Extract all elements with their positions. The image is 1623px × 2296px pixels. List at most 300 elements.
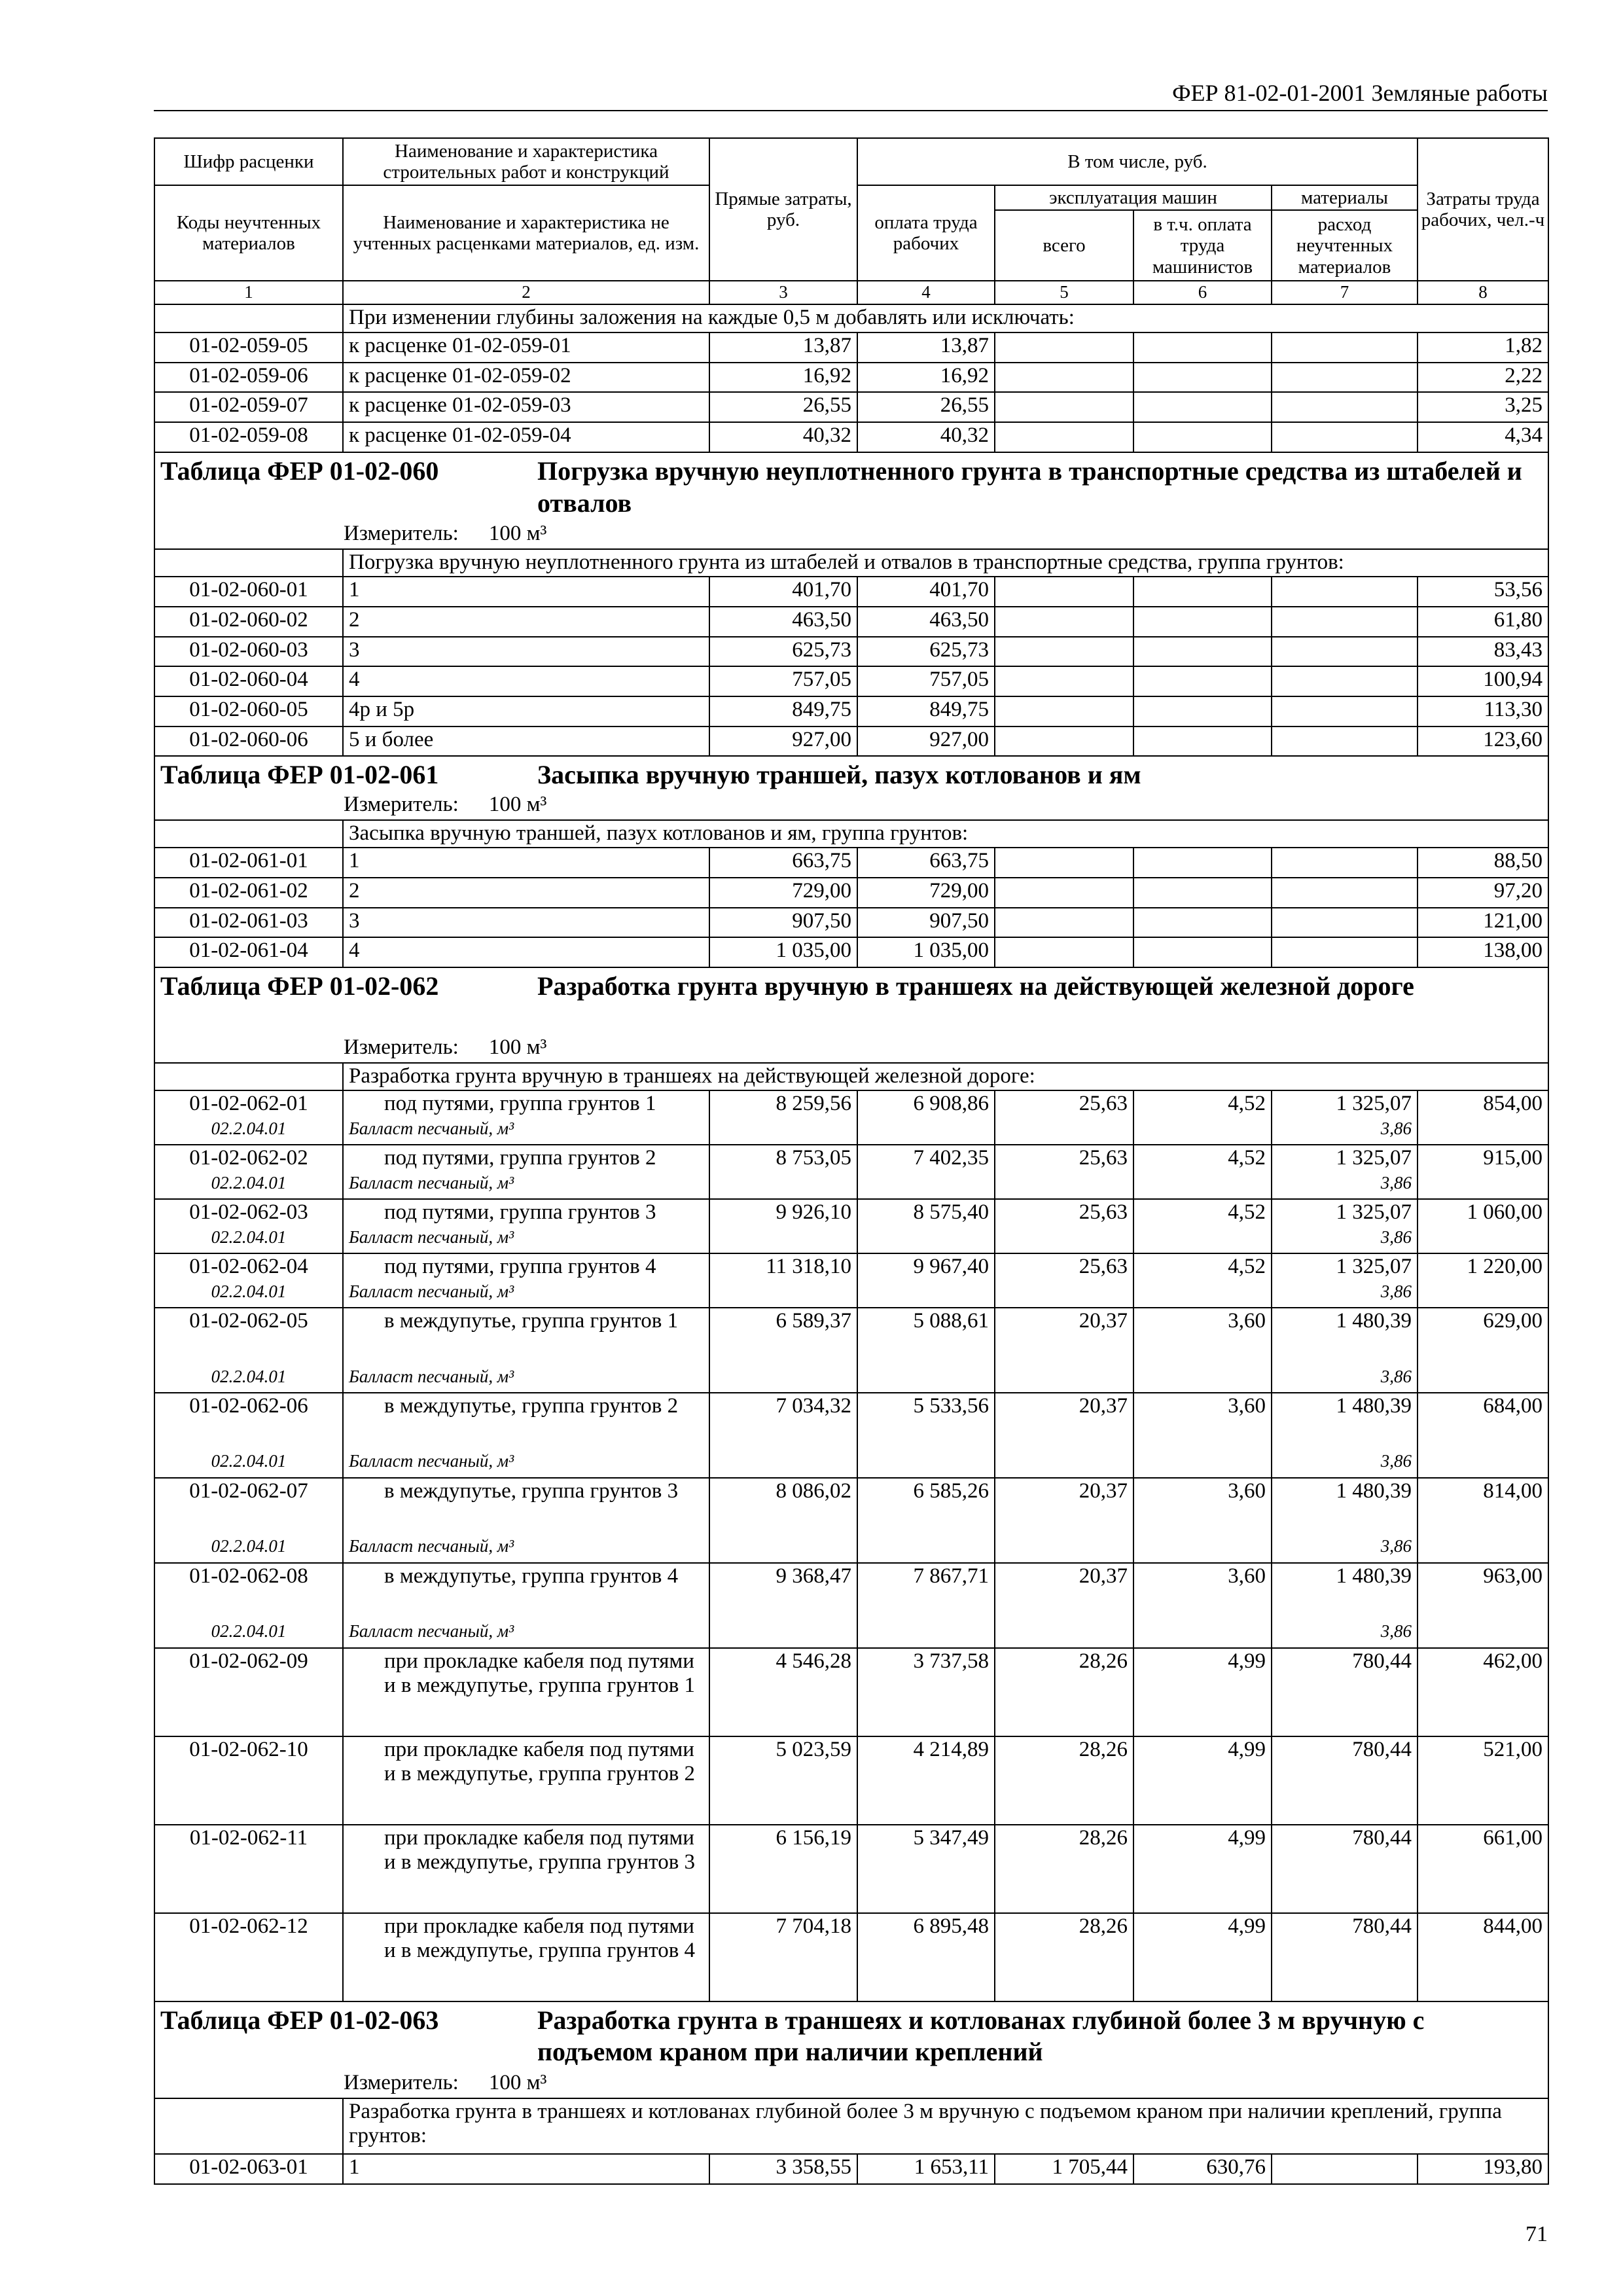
- measure: [154, 522, 1548, 549]
- machines-total: [995, 422, 1133, 452]
- price-row: [154, 1090, 1548, 1118]
- machines-total: 20,37: [995, 1478, 1133, 1563]
- rate-code: 01-02-060-03: [154, 637, 343, 667]
- rate-name: в междупутье, группа грунтов 1: [343, 1308, 709, 1365]
- labor-cost: 854,00: [1418, 1090, 1548, 1145]
- machines-total: 1 705,44: [995, 2154, 1133, 2184]
- material-quantity: 3,86: [1272, 1450, 1418, 1478]
- machines-wages: 4,52: [1133, 1145, 1272, 1199]
- materials: [1272, 2154, 1418, 2184]
- machines-wages: [1133, 607, 1272, 637]
- material-name: Балласт песчаный, м³: [343, 1621, 709, 1648]
- col-machines: эксплуатация машин: [995, 185, 1272, 210]
- rate-name: под путями, группа грунтов 2: [343, 1145, 709, 1172]
- price-row: [154, 726, 1548, 757]
- section-caption: Погрузка вручную неуплотненного грунта из штабелей и отвалов в транспортные средства, группа грунтов:: [343, 549, 1548, 577]
- labor-cost: 684,00: [1418, 1393, 1548, 1478]
- materials: 1 480,39: [1272, 1478, 1418, 1535]
- materials: 1 325,07: [1272, 1253, 1418, 1281]
- table-id: Таблица ФЕР 01-02-063: [160, 2005, 439, 2035]
- wages: 729,00: [857, 878, 995, 908]
- rate-code: 01-02-061-01: [154, 848, 343, 878]
- page-number: 71: [1525, 2222, 1548, 2246]
- table-name: Разработка грунта вручную в траншеях на действующей железной дороге: [537, 971, 1414, 1001]
- col-name-bottom: Наименование и характеристика не учтенных расценками материалов, ед. изм.: [343, 185, 709, 281]
- rate-code: 01-02-062-07: [154, 1478, 343, 1535]
- rate-code: 01-02-062-01: [154, 1090, 343, 1118]
- direct-cost: 907,50: [709, 908, 857, 938]
- machines-total: 28,26: [995, 1648, 1133, 1736]
- column-number: 4: [857, 281, 995, 304]
- machines-total: [995, 392, 1133, 422]
- price-row: [154, 1563, 1548, 1621]
- material-quantity: 3,86: [1272, 1366, 1418, 1393]
- materials: 780,44: [1272, 1648, 1418, 1736]
- machines-wages: 3,60: [1133, 1478, 1272, 1563]
- labor-cost: 2,22: [1418, 363, 1548, 393]
- materials: 780,44: [1272, 1736, 1418, 1825]
- wages: 5 347,49: [857, 1825, 995, 1913]
- column-number: 7: [1272, 281, 1418, 304]
- wages: 1 653,11: [857, 2154, 995, 2184]
- measure-label: Измеритель:: [344, 1035, 459, 1060]
- rate-code: 01-02-060-04: [154, 666, 343, 696]
- material-name: Балласт песчаный, м³: [343, 1366, 709, 1393]
- price-row: [154, 937, 1548, 967]
- table-title-row: [154, 967, 1548, 1035]
- table-title-row: [154, 756, 1548, 793]
- rate-name: 3: [343, 637, 709, 667]
- column-number: 1: [154, 281, 343, 304]
- table-title-row: [154, 2001, 1548, 2072]
- rate-code: 01-02-062-12: [154, 1913, 343, 2001]
- col-wages: оплата труда рабочих: [857, 185, 995, 281]
- measure: [154, 793, 1548, 820]
- materials: [1272, 332, 1418, 363]
- caption-blank: [154, 304, 343, 332]
- rate-name: 2: [343, 878, 709, 908]
- table-id: Таблица ФЕР 01-02-061: [160, 760, 439, 790]
- rate-name: под путями, группа грунтов 4: [343, 1253, 709, 1281]
- price-table: [154, 137, 1549, 2185]
- direct-cost: 16,92: [709, 363, 857, 393]
- machines-wages: [1133, 637, 1272, 667]
- column-number: 6: [1133, 281, 1272, 304]
- rate-code: 01-02-059-06: [154, 363, 343, 393]
- direct-cost: 7 034,32: [709, 1393, 857, 1478]
- labor-cost: 963,00: [1418, 1563, 1548, 1648]
- machines-wages: [1133, 908, 1272, 938]
- col-name-top: Наименование и характеристика строительных работ и конструкций: [343, 138, 709, 185]
- table-title: [154, 967, 1548, 1035]
- wages: 7 867,71: [857, 1563, 995, 1648]
- wages: 907,50: [857, 908, 995, 938]
- machines-total: [995, 848, 1133, 878]
- material-name: Балласт песчаный, м³: [343, 1118, 709, 1145]
- section-caption: Разработка грунта в траншеях и котлованах глубиной более 3 м вручную с подъемом краном при наличии креплений, группа грунтов:: [343, 2098, 1548, 2154]
- rate-name: 4: [343, 937, 709, 967]
- col-including: В том числе, руб.: [857, 138, 1418, 185]
- col-direct: Прямые затраты, руб.: [709, 138, 857, 281]
- material-quantity: 3,86: [1272, 1281, 1418, 1308]
- materials: 780,44: [1272, 1825, 1418, 1913]
- materials: 1 325,07: [1272, 1090, 1418, 1118]
- materials: [1272, 392, 1418, 422]
- direct-cost: 401,70: [709, 577, 857, 607]
- col-code-top: Шифр расценки: [154, 138, 343, 185]
- price-row: [154, 1913, 1548, 2001]
- materials: [1272, 696, 1418, 726]
- machines-total: 20,37: [995, 1308, 1133, 1393]
- rate-name: к расценке 01-02-059-04: [343, 422, 709, 452]
- machines-total: [995, 726, 1133, 757]
- price-row: [154, 1308, 1548, 1365]
- price-row: [154, 1825, 1548, 1913]
- machines-total: [995, 908, 1133, 938]
- materials: [1272, 607, 1418, 637]
- rate-code: 01-02-061-04: [154, 937, 343, 967]
- machines-wages: 4,99: [1133, 1648, 1272, 1736]
- material-code: 02.2.04.01: [154, 1366, 343, 1393]
- section-caption: При изменении глубины заложения на каждые 0,5 м добавлять или исключать:: [343, 304, 1548, 332]
- labor-cost: 844,00: [1418, 1913, 1548, 2001]
- col-machines-wages: в т.ч. оплата труда машинистов: [1133, 210, 1272, 281]
- direct-cost: 4 546,28: [709, 1648, 857, 1736]
- direct-cost: 849,75: [709, 696, 857, 726]
- machines-wages: [1133, 937, 1272, 967]
- rate-name: 4р и 5р: [343, 696, 709, 726]
- material-code: 02.2.04.01: [154, 1281, 343, 1308]
- direct-cost: 6 589,37: [709, 1308, 857, 1393]
- direct-cost: 8 259,56: [709, 1090, 857, 1145]
- table-title: [154, 2001, 1548, 2072]
- table-body: [154, 304, 1548, 2184]
- materials: 1 480,39: [1272, 1393, 1418, 1450]
- wages: 4 214,89: [857, 1736, 995, 1825]
- machines-total: [995, 332, 1133, 363]
- materials: 780,44: [1272, 1913, 1418, 2001]
- machines-total: 25,63: [995, 1145, 1133, 1199]
- rate-code: 01-02-062-04: [154, 1253, 343, 1281]
- caption-row: [154, 820, 1548, 848]
- caption-blank: [154, 820, 343, 848]
- materials: [1272, 726, 1418, 757]
- wages: 9 967,40: [857, 1253, 995, 1308]
- labor-cost: 1,82: [1418, 332, 1548, 363]
- materials: [1272, 937, 1418, 967]
- labor-cost: 193,80: [1418, 2154, 1548, 2184]
- table-name: Разработка грунта в траншеях и котлованах глубиной более 3 м вручную с подъемом краном при наличии креплений: [537, 2005, 1425, 2067]
- direct-cost: 6 156,19: [709, 1825, 857, 1913]
- material-quantity: 3,86: [1272, 1118, 1418, 1145]
- rate-code: 01-02-062-06: [154, 1393, 343, 1450]
- machines-total: [995, 577, 1133, 607]
- rate-name: под путями, группа грунтов 3: [343, 1199, 709, 1227]
- direct-cost: 663,75: [709, 848, 857, 878]
- measure-value: 100 м³: [488, 1035, 547, 1060]
- labor-cost: 629,00: [1418, 1308, 1548, 1393]
- measure-value: 100 м³: [488, 2071, 547, 2095]
- price-row: [154, 1199, 1548, 1227]
- rate-code: 01-02-060-01: [154, 577, 343, 607]
- materials: 1 480,39: [1272, 1563, 1418, 1621]
- materials: [1272, 666, 1418, 696]
- rate-name: в междупутье, группа грунтов 3: [343, 1478, 709, 1535]
- direct-cost: 3 358,55: [709, 2154, 857, 2184]
- machines-wages: [1133, 666, 1272, 696]
- machines-wages: 3,60: [1133, 1393, 1272, 1478]
- price-row: [154, 1393, 1548, 1450]
- section-caption: Разработка грунта вручную в траншеях на действующей железной дороге:: [343, 1063, 1548, 1091]
- direct-cost: 1 035,00: [709, 937, 857, 967]
- measure-label: Измеритель:: [344, 522, 459, 546]
- machines-total: 28,26: [995, 1736, 1133, 1825]
- materials: [1272, 908, 1418, 938]
- price-row: [154, 696, 1548, 726]
- rate-code: 01-02-060-06: [154, 726, 343, 757]
- measure-value: 100 м³: [488, 522, 547, 546]
- price-row: [154, 2154, 1548, 2184]
- material-code: 02.2.04.01: [154, 1118, 343, 1145]
- column-number: 5: [995, 281, 1133, 304]
- wages: 757,05: [857, 666, 995, 696]
- measure: [154, 2071, 1548, 2098]
- price-row: [154, 637, 1548, 667]
- machines-wages: 630,76: [1133, 2154, 1272, 2184]
- column-number: 2: [343, 281, 709, 304]
- col-materials-expense: расход неучтенных материалов: [1272, 210, 1418, 281]
- price-row: [154, 392, 1548, 422]
- labor-cost: 521,00: [1418, 1736, 1548, 1825]
- direct-cost: 5 023,59: [709, 1736, 857, 1825]
- measure-row: [154, 1035, 1548, 1063]
- materials: 1 325,07: [1272, 1199, 1418, 1227]
- materials: [1272, 637, 1418, 667]
- direct-cost: 7 704,18: [709, 1913, 857, 2001]
- materials: 1 480,39: [1272, 1308, 1418, 1365]
- column-number: 8: [1418, 281, 1548, 304]
- rate-code: 01-02-060-05: [154, 696, 343, 726]
- labor-cost: 97,20: [1418, 878, 1548, 908]
- machines-total: [995, 937, 1133, 967]
- machines-wages: 4,52: [1133, 1090, 1272, 1145]
- rate-name: при прокладке кабеля под путями и в междупутье, группа грунтов 2: [343, 1736, 709, 1825]
- materials: [1272, 848, 1418, 878]
- wages: 927,00: [857, 726, 995, 757]
- price-row: [154, 1145, 1548, 1172]
- direct-cost: 40,32: [709, 422, 857, 452]
- wages: 6 585,26: [857, 1478, 995, 1563]
- machines-wages: [1133, 848, 1272, 878]
- wages: 13,87: [857, 332, 995, 363]
- rate-code: 01-02-061-03: [154, 908, 343, 938]
- price-row: [154, 332, 1548, 363]
- rate-name: к расценке 01-02-059-02: [343, 363, 709, 393]
- wages: 663,75: [857, 848, 995, 878]
- rate-code: 01-02-062-05: [154, 1308, 343, 1365]
- machines-wages: 4,99: [1133, 1736, 1272, 1825]
- labor-cost: 462,00: [1418, 1648, 1548, 1736]
- material-quantity: 3,86: [1272, 1535, 1418, 1563]
- caption-row: [154, 304, 1548, 332]
- measure: [154, 1035, 1548, 1063]
- price-row: [154, 666, 1548, 696]
- price-row: [154, 607, 1548, 637]
- wages: 6 908,86: [857, 1090, 995, 1145]
- rate-code: 01-02-062-03: [154, 1199, 343, 1227]
- col-code-bottom: Коды неучтенных материалов: [154, 185, 343, 281]
- rate-code: 01-02-059-07: [154, 392, 343, 422]
- machines-wages: [1133, 363, 1272, 393]
- direct-cost: 8 753,05: [709, 1145, 857, 1199]
- material-quantity: 3,86: [1272, 1621, 1418, 1648]
- labor-cost: 1 220,00: [1418, 1253, 1548, 1308]
- rate-code: 01-02-062-09: [154, 1648, 343, 1736]
- machines-total: 25,63: [995, 1090, 1133, 1145]
- rate-code: 01-02-062-11: [154, 1825, 343, 1913]
- machines-wages: 4,99: [1133, 1913, 1272, 2001]
- material-name: Балласт песчаный, м³: [343, 1227, 709, 1254]
- materials: [1272, 422, 1418, 452]
- measure-label: Измеритель:: [344, 793, 459, 817]
- rate-name: 1: [343, 577, 709, 607]
- labor-cost: 661,00: [1418, 1825, 1548, 1913]
- machines-wages: [1133, 878, 1272, 908]
- measure-row: [154, 2071, 1548, 2098]
- machines-wages: 4,99: [1133, 1825, 1272, 1913]
- rate-code: 01-02-061-02: [154, 878, 343, 908]
- rate-name: 2: [343, 607, 709, 637]
- labor-cost: 53,56: [1418, 577, 1548, 607]
- measure-label: Измеритель:: [344, 2071, 459, 2095]
- wages: 5 533,56: [857, 1393, 995, 1478]
- labor-cost: 113,30: [1418, 696, 1548, 726]
- material-quantity: 3,86: [1272, 1227, 1418, 1254]
- machines-wages: 4,52: [1133, 1199, 1272, 1253]
- wages: 401,70: [857, 577, 995, 607]
- price-row: [154, 1736, 1548, 1825]
- machines-wages: [1133, 422, 1272, 452]
- material-name: Балласт песчаный, м³: [343, 1281, 709, 1308]
- material-code: 02.2.04.01: [154, 1535, 343, 1563]
- wages: 849,75: [857, 696, 995, 726]
- rate-name: к расценке 01-02-059-03: [343, 392, 709, 422]
- direct-cost: 625,73: [709, 637, 857, 667]
- wages: 1 035,00: [857, 937, 995, 967]
- rate-name: в междупутье, группа грунтов 2: [343, 1393, 709, 1450]
- machines-total: 25,63: [995, 1253, 1133, 1308]
- rate-name: в междупутье, группа грунтов 4: [343, 1563, 709, 1621]
- measure-row: [154, 522, 1548, 549]
- labor-cost: 1 060,00: [1418, 1199, 1548, 1253]
- caption-blank: [154, 1063, 343, 1091]
- machines-wages: 3,60: [1133, 1563, 1272, 1648]
- material-name: Балласт песчаный, м³: [343, 1172, 709, 1200]
- table-name: Засыпка вручную траншей, пазух котлованов и ям: [537, 760, 1141, 790]
- wages: 5 088,61: [857, 1308, 995, 1393]
- rate-name: под путями, группа грунтов 1: [343, 1090, 709, 1118]
- machines-total: [995, 363, 1133, 393]
- table-id: Таблица ФЕР 01-02-060: [160, 456, 439, 486]
- direct-cost: 729,00: [709, 878, 857, 908]
- material-quantity: 3,86: [1272, 1172, 1418, 1200]
- labor-cost: 121,00: [1418, 908, 1548, 938]
- rate-name: 1: [343, 2154, 709, 2184]
- wages: 40,32: [857, 422, 995, 452]
- materials: [1272, 577, 1418, 607]
- price-row: [154, 577, 1548, 607]
- labor-cost: 88,50: [1418, 848, 1548, 878]
- table-name: Погрузка вручную неуплотненного грунта в транспортные средства из штабелей и отвалов: [537, 456, 1522, 518]
- machines-total: [995, 696, 1133, 726]
- wages: 8 575,40: [857, 1199, 995, 1253]
- price-row: [154, 1648, 1548, 1736]
- materials: 1 325,07: [1272, 1145, 1418, 1172]
- labor-cost: 100,94: [1418, 666, 1548, 696]
- labor-cost: 61,80: [1418, 607, 1548, 637]
- rate-code: 01-02-060-02: [154, 607, 343, 637]
- column-number: 3: [709, 281, 857, 304]
- price-row: [154, 363, 1548, 393]
- materials: [1272, 363, 1418, 393]
- direct-cost: 9 368,47: [709, 1563, 857, 1648]
- measure-row: [154, 793, 1548, 820]
- machines-total: 28,26: [995, 1825, 1133, 1913]
- machines-total: 20,37: [995, 1563, 1133, 1648]
- table-title-row: [154, 452, 1548, 522]
- measure-value: 100 м³: [488, 793, 547, 817]
- direct-cost: 8 086,02: [709, 1478, 857, 1563]
- rate-name: при прокладке кабеля под путями и в междупутье, группа грунтов 1: [343, 1648, 709, 1736]
- rate-code: 01-02-063-01: [154, 2154, 343, 2184]
- machines-total: 25,63: [995, 1199, 1133, 1253]
- machines-total: 20,37: [995, 1393, 1133, 1478]
- caption-row: [154, 549, 1548, 577]
- table-id: Таблица ФЕР 01-02-062: [160, 971, 439, 1001]
- machines-wages: [1133, 332, 1272, 363]
- caption-blank: [154, 549, 343, 577]
- direct-cost: 463,50: [709, 607, 857, 637]
- machines-total: [995, 637, 1133, 667]
- rate-name: 1: [343, 848, 709, 878]
- rate-name: при прокладке кабеля под путями и в междупутье, группа грунтов 4: [343, 1913, 709, 2001]
- machines-total: [995, 607, 1133, 637]
- machines-wages: [1133, 726, 1272, 757]
- machines-wages: 3,60: [1133, 1308, 1272, 1393]
- direct-cost: 757,05: [709, 666, 857, 696]
- machines-total: 28,26: [995, 1913, 1133, 2001]
- rate-name: к расценке 01-02-059-01: [343, 332, 709, 363]
- direct-cost: 13,87: [709, 332, 857, 363]
- rate-name: при прокладке кабеля под путями и в междупутье, группа грунтов 3: [343, 1825, 709, 1913]
- labor-cost: 123,60: [1418, 726, 1548, 757]
- machines-total: [995, 878, 1133, 908]
- machines-wages: 4,52: [1133, 1253, 1272, 1308]
- price-row: [154, 422, 1548, 452]
- wages: 625,73: [857, 637, 995, 667]
- col-machines-total: всего: [995, 210, 1133, 281]
- direct-cost: 11 318,10: [709, 1253, 857, 1308]
- rate-name: 5 и более: [343, 726, 709, 757]
- table-header: [154, 138, 1548, 304]
- wages: 463,50: [857, 607, 995, 637]
- rate-name: 3: [343, 908, 709, 938]
- labor-cost: 3,25: [1418, 392, 1548, 422]
- direct-cost: 26,55: [709, 392, 857, 422]
- material-name: Балласт песчаный, м³: [343, 1535, 709, 1563]
- wages: 26,55: [857, 392, 995, 422]
- wages: 7 402,35: [857, 1145, 995, 1199]
